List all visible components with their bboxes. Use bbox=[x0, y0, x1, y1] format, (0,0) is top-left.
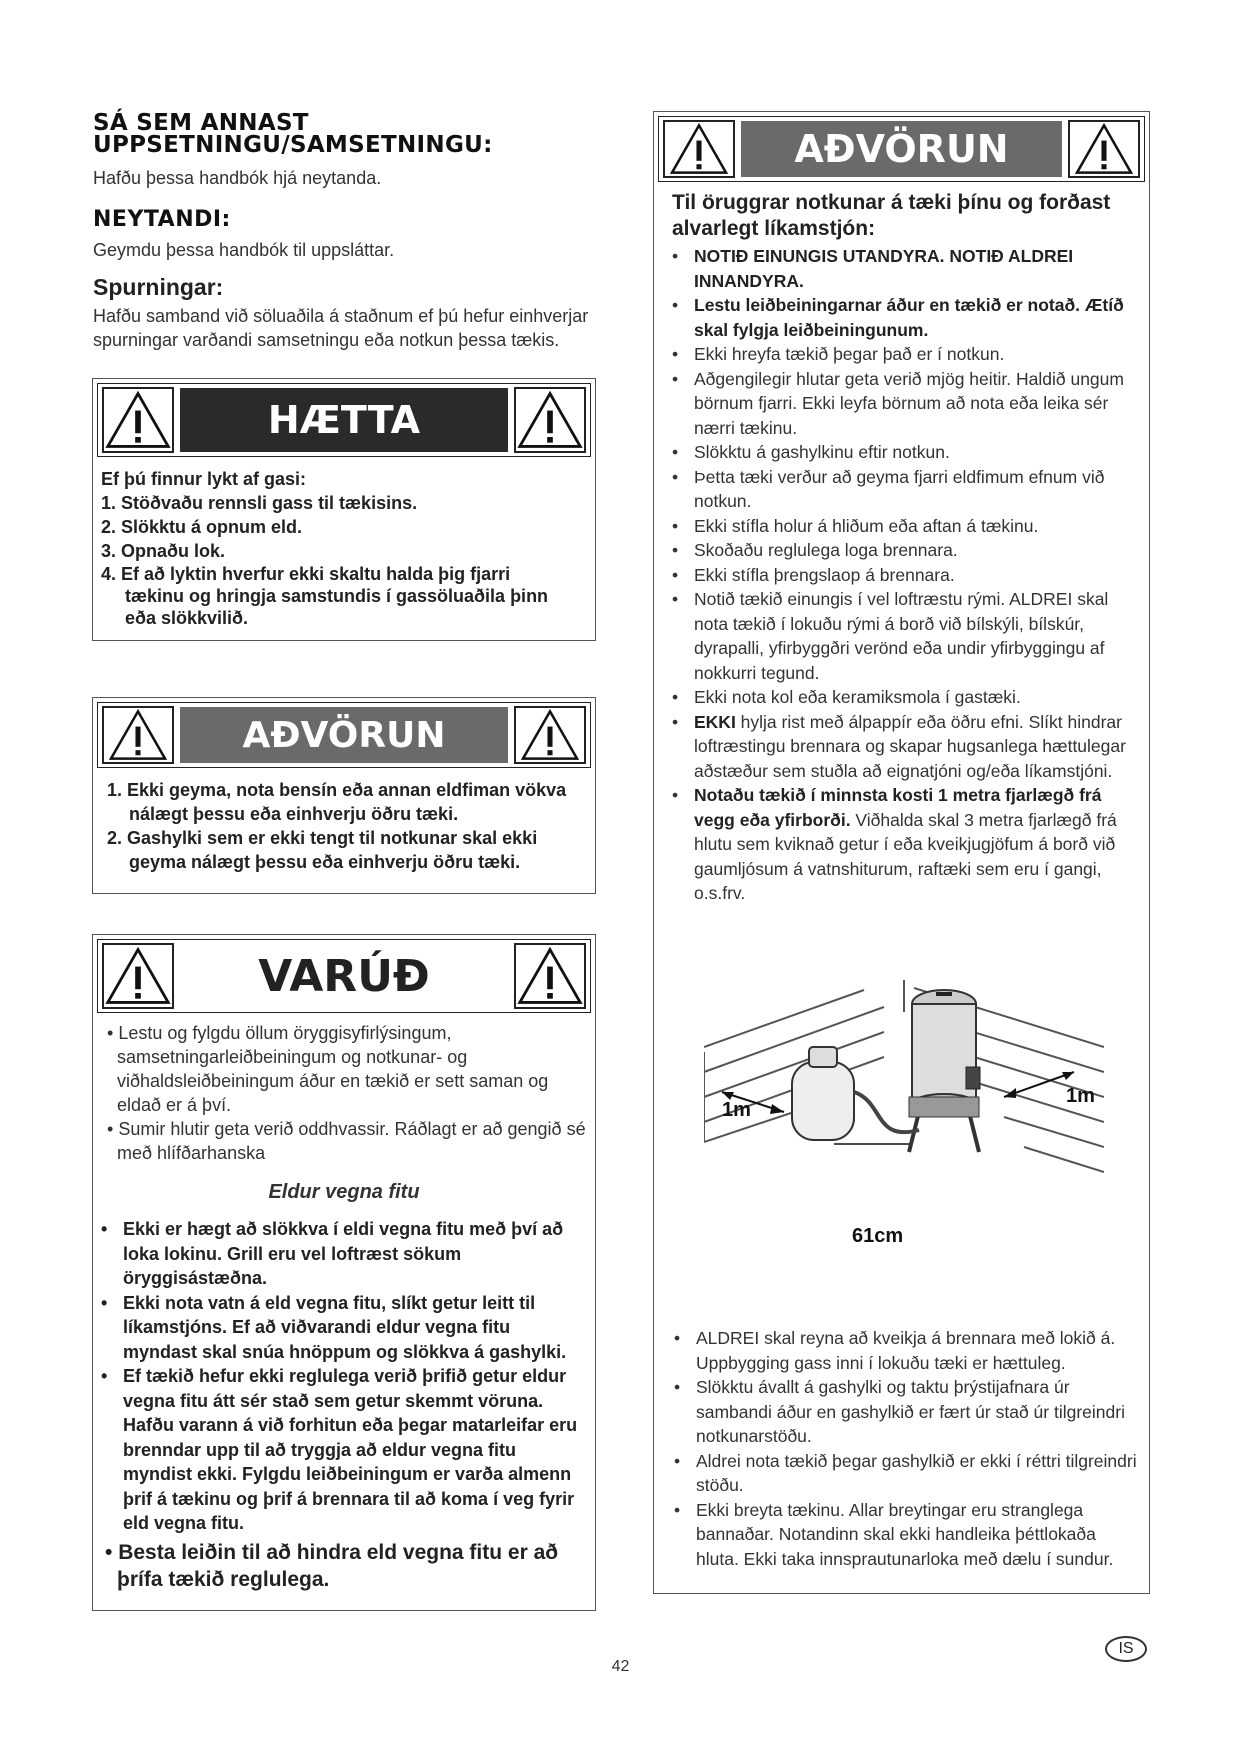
list-item: • Slökktu ávallt á gashylki og taktu þrýstijafnara úr sambandi áður en gashylkið er fært úr stað úr tilgreindri notkunarstöðu. bbox=[674, 1377, 1125, 1446]
warning-label: AÐVÖRUN bbox=[180, 707, 508, 763]
list-item-text: Skoðaðu reglulega loga brennara. bbox=[694, 540, 958, 560]
list-item-text: Ef tækið hefur ekki reglulega verið þrifið getur eldur vegna fitu átt sér stað sem getur skemmt vöruna. Hafðu varann á við forhitun eða þegar matarleifar eru brenndar upp til að tryggja að eldur vegna fitu myndist ekki. Fylgdu leiðbeiningum er varða almenn þrif á tækinu og þrif á brennara til að koma í veg fyrir eld vegna fitu. bbox=[123, 1366, 578, 1533]
list-item: 1. Stöðvaðu rennsli gass til tækisins. bbox=[101, 493, 418, 513]
list-item-text: Slökktu á gashylkinu eftir notkun. bbox=[694, 442, 950, 462]
diagram-right-label: 1m bbox=[1066, 1085, 1095, 1107]
list-item-text: ALDREI skal reyna að kveikja á brennara með lokið á. Uppbygging gass inni í lokuðu tæki er hættuleg. bbox=[696, 1328, 1116, 1373]
list-item-text: Slökktu ávallt á gashylki og taktu þrýstijafnara úr sambandi áður en gashylkið er fært úr stað úr tilgreindri notkunarstöðu. bbox=[696, 1377, 1125, 1446]
list-item: • Aldrei nota tækið þegar gashylkið er ekki í réttri tilgreindri stöðu. bbox=[674, 1450, 1137, 1495]
warning-triangle-icon bbox=[663, 120, 735, 178]
list-item: • Notaðu tækið í minnsta kosti 1 metra fjarlægð frá vegg eða yfirborði. Viðhalda skal 3 metra fjarlægð frá hlutu sem kviknað getur í eða kveikjugjöfum á borð við gaumljósum á vatnshiturum, raftæki sem eru í gangi, o.s.frv. bbox=[672, 785, 1117, 903]
consumer-text: Geymdu þessa handbók til uppsláttar. bbox=[93, 240, 395, 260]
list-item: • Sumir hlutir geta verið oddhvassir. Ráðlagt er að gengið sé með hlífðarhanska bbox=[107, 1119, 586, 1163]
list-item-bold: NOTIÐ EINUNGIS UTANDYRA. NOTIÐ ALDREI INNANDYRA. bbox=[694, 246, 1074, 291]
wall-lines bbox=[704, 980, 1104, 1172]
page-number: 42 bbox=[611, 1658, 630, 1675]
list-item: • EKKI hylja rist með álpappír eða öðru efni. Slíkt hindrar loftræstingu brennara og skapar hugsanlega hættulegar aðstæður sem stuðla að eignatjóni og/eða líkamstjóni. bbox=[672, 711, 1126, 781]
list-item-text: hylja rist með álpappír eða öðru efni. Slíkt hindrar loftræstingu brennara og skapar hugsanlega hættulegar aðstæður sem stuðla að eignatjóni og/eða líkamstjóni. bbox=[694, 711, 1126, 781]
smoker-drawing bbox=[909, 990, 980, 1152]
list-item-bold: Lestu leiðbeiningarnar áður en tækið er notað. Ætíð skal fylgja leiðbeiningunum. bbox=[694, 295, 1124, 340]
list-item: • Lestu og fylgdu öllum öryggisyfirlýsingum, samsetningarleiðbeiningum og notkunar- og viðhaldsleiðbeiningum áður en tækið er sett saman og eldað er á því. bbox=[107, 1023, 549, 1115]
gas-cylinder-drawing bbox=[792, 1047, 919, 1140]
list-item: • Lestu leiðbeiningarnar áður en tækið er notað. Ætíð skal fylgja leiðbeiningunum. bbox=[672, 295, 1124, 340]
warning-triangle-icon bbox=[1068, 120, 1140, 178]
list-item-text: Lestu og fylgdu öllum öryggisyfirlýsingum, samsetningarleiðbeiningum og notkunar- og viðhaldsleiðbeiningum áður en tækið er sett saman og eldað er á því. bbox=[117, 1023, 549, 1115]
warning-left-box bbox=[92, 697, 596, 894]
caution-box bbox=[92, 934, 596, 1611]
list-item: 4. Ef að lyktin hverfur ekki skaltu halda þig fjarri tækinu og hringja samstundis í gassöluaðila þinn eða slökkvilið. bbox=[101, 564, 549, 628]
warning-triangle-icon bbox=[514, 387, 586, 453]
list-item-text: Ekki nota kol eða keramiksmola í gastæki. bbox=[694, 687, 1021, 707]
list-item: 2. Slökktu á opnum eld. bbox=[101, 517, 303, 537]
caution-label: VARÚÐ bbox=[180, 944, 508, 1008]
caution-subtitle: Eldur vegna fitu bbox=[268, 1181, 420, 1203]
list-item-text: Þetta tæki verður að geyma fjarri eldfimum efnum við notkun. bbox=[694, 466, 1105, 511]
list-item-text: Ekki hreyfa tækið þegar það er í notkun. bbox=[694, 344, 1005, 364]
warning-label: AÐVÖRUN bbox=[741, 121, 1062, 177]
danger-intro: Ef þú finnur lykt af gasi: bbox=[101, 469, 307, 489]
warning-triangle-icon bbox=[102, 706, 174, 764]
warning-right-box bbox=[653, 111, 1150, 1594]
list-item-text: Ekki er hægt að slökkva í eldi vegna fitu með því að loka lokinu. Grill eru vel loftræst sökum öryggisástæðna. bbox=[123, 1219, 564, 1288]
list-item-bold: EKKI bbox=[694, 711, 736, 732]
list-item: • Ekki nota kol eða keramiksmola í gastæki. bbox=[672, 687, 1021, 707]
list-item-text: Notið tækið einungis í vel loftræstu rými. ALDREI skal nota tækið í lokuðu rými á borð við bílskýli, bílskúr, dyrapalli, yfirbyggðri verönd eða undir yfirbyggingu af nokkurri tegund. bbox=[694, 589, 1109, 683]
caution-final: • Besta leiðin til að hindra eld vegna fitu er að þrífa tækið reglulega. bbox=[105, 1541, 559, 1591]
list-item-text: Ekki breyta tækinu. Allar breytingar eru stranglega bannaðar. Notandinn skal ekki handleika þéttlokaða hluta. Ekki taka innsprautunarloka með dælu í sundur. bbox=[696, 1499, 1114, 1569]
questions-text: Hafðu samband við söluaðila á staðnum ef þú hefur einhverjar spurningar varðandi samsetningu eða notkun þessa tækis. bbox=[93, 306, 589, 350]
list-item-text: Ekki stífla holur á hliðum eða aftan á tækinu. bbox=[694, 515, 1039, 536]
list-item: • Ekki stífla þrengslaop á brennara. bbox=[672, 564, 955, 585]
list-item-text: Ekki nota vatn á eld vegna fitu, slíkt getur leitt til líkamstjóns. Ef að viðvarandi eldur vegna fitu myndast skal snúa hnöppum og slökkva á gashylki. bbox=[123, 1292, 567, 1362]
danger-label: HÆTTA bbox=[180, 388, 508, 452]
warning-right-list bbox=[664, 244, 1142, 906]
list-item: • Þetta tæki verður að geyma fjarri eldfimum efnum við notkun. bbox=[672, 466, 1105, 511]
caution-final-text: Besta leiðin til að hindra eld vegna fitu er að þrífa tækið reglulega. bbox=[117, 1541, 559, 1591]
danger-list bbox=[101, 491, 571, 629]
fire-list bbox=[93, 1217, 583, 1536]
list-item: • Notið tækið einungis í vel loftræstu rými. ALDREI skal nota tækið í lokuðu rými á borð við bílskýli, bílskúr, dyrapalli, yfirbyggðri verönd eða undir yfirbyggingu af nokkurri tegund. bbox=[672, 589, 1109, 683]
consumer-title: NEYTANDI: bbox=[93, 207, 231, 232]
warning-left-list bbox=[107, 778, 577, 874]
installer-text: Hafðu þessa handbók hjá neytanda. bbox=[93, 168, 382, 188]
diagram-bottom-label: 61cm bbox=[852, 1225, 904, 1247]
list-item: • ALDREI skal reyna að kveikja á brennara með lokið á. Uppbygging gass inni í lokuðu tæki er hættuleg. bbox=[674, 1328, 1116, 1373]
warning-right-heading: Til öruggrar notkunar á tæki þínu og forðast alvarlegt líkamstjón: bbox=[672, 191, 1111, 240]
list-item: • Aðgengilegir hlutar geta verið mjög heitir. Haldið ungum börnum fjarri. Ekki leyfa börnum að nota eða leika sér nærri tækinu. bbox=[672, 368, 1124, 438]
language-badge: IS bbox=[1105, 1636, 1147, 1662]
diagram-left-label: 1m bbox=[722, 1099, 751, 1121]
list-item: • Slökktu á gashylkinu eftir notkun. bbox=[672, 442, 950, 462]
list-item: • Ekki er hægt að slökkva í eldi vegna fitu með því að loka lokinu. Grill eru vel loftræst sökum öryggisástæðna. bbox=[101, 1219, 564, 1288]
danger-box bbox=[92, 378, 596, 641]
warning-right-bottom-list bbox=[666, 1326, 1142, 1571]
list-item-text: Aldrei nota tækið þegar gashylkið er ekki í réttri tilgreindri stöðu. bbox=[696, 1450, 1137, 1495]
clearance-diagram bbox=[704, 952, 1104, 1252]
list-item: • Ekki breyta tækinu. Allar breytingar eru stranglega bannaðar. Notandinn skal ekki handleika þéttlokaða hluta. Ekki taka innsprautunarloka með dælu í sundur. bbox=[674, 1499, 1114, 1569]
list-item: 2. Gashylki sem er ekki tengt til notkunar skal ekki geyma nálægt þessu eða einhverju öðru tæki. bbox=[107, 828, 538, 872]
warning-triangle-icon bbox=[514, 943, 586, 1009]
list-item: 3. Opnaðu lok. bbox=[101, 541, 226, 561]
warning-triangle-icon bbox=[102, 943, 174, 1009]
caution-banner bbox=[97, 939, 591, 1013]
list-item-text: Aðgengilegir hlutar geta verið mjög heitir. Haldið ungum börnum fjarri. Ekki leyfa börnum að nota eða leika sér nærri tækinu. bbox=[694, 368, 1124, 438]
list-item-text: Viðhalda skal 3 metra fjarlægð frá hlutu sem kviknað getur í eða kveikjugjöfum á borð við gaumljósum á vatnshiturum, raftæki sem eru í gangi, o.s.frv. bbox=[694, 809, 1117, 903]
list-item-bold: Notaðu tækið í minnsta kosti 1 metra fjarlægð frá vegg eða yfirborði. bbox=[694, 785, 1102, 830]
list-item: • Ekki nota vatn á eld vegna fitu, slíkt getur leitt til líkamstjóns. Ef að viðvarandi eldur vegna fitu myndast skal snúa hnöppum og slökkva á gashylki. bbox=[101, 1292, 567, 1362]
list-item: • Ekki hreyfa tækið þegar það er í notkun. bbox=[672, 344, 1005, 364]
list-item: • Ef tækið hefur ekki reglulega verið þrifið getur eldur vegna fitu átt sér stað sem getur skemmt vöruna. Hafðu varann á við forhitun eða þegar matarleifar eru brenndar upp til að tryggja að eldur vegna fitu myndist ekki. Fylgdu leiðbeiningum er varða almenn þrif á tækinu og þrif á brennara til að koma í veg fyrir eld vegna fitu. bbox=[101, 1366, 578, 1533]
list-item: 1. Ekki geyma, nota bensín eða annan eldfiman vökva nálægt þessu eða einhverju öðru tæki. bbox=[107, 780, 567, 824]
list-item-text: Ekki stífla þrengslaop á brennara. bbox=[694, 564, 955, 585]
warning-left-banner bbox=[97, 702, 591, 768]
warning-triangle-icon bbox=[514, 706, 586, 764]
installer-title: SÁ SEM ANNAST UPPSETNINGU/SAMSETNINGU: bbox=[93, 110, 493, 158]
list-item: • Ekki stífla holur á hliðum eða aftan á tækinu. bbox=[672, 515, 1039, 536]
list-item: • NOTIÐ EINUNGIS UTANDYRA. NOTIÐ ALDREI INNANDYRA. bbox=[672, 246, 1074, 291]
list-item: • Skoðaðu reglulega loga brennara. bbox=[672, 540, 958, 560]
warning-right-banner bbox=[658, 116, 1145, 182]
caution-list bbox=[101, 1021, 586, 1165]
warning-triangle-icon bbox=[102, 387, 174, 453]
danger-banner bbox=[97, 383, 591, 457]
questions-title: Spurningar: bbox=[93, 274, 224, 300]
list-item-text: Sumir hlutir geta verið oddhvassir. Ráðlagt er að gengið sé með hlífðarhanska bbox=[117, 1119, 586, 1163]
